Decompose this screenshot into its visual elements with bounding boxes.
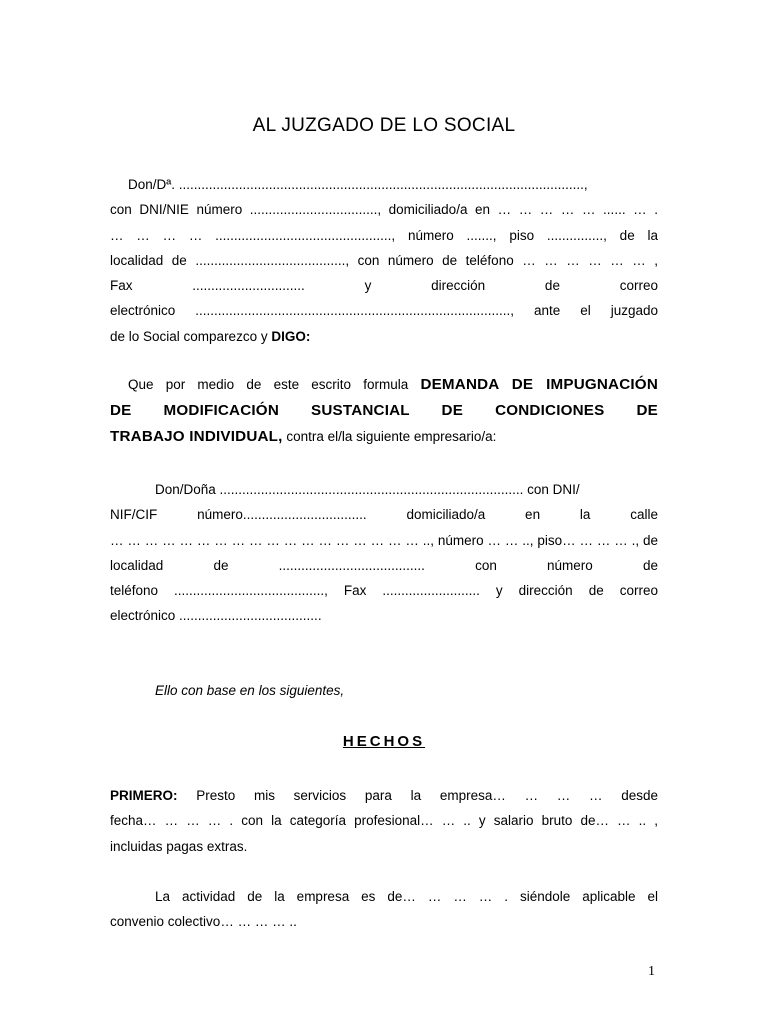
text-run: de lo Social comparezco y — [110, 328, 272, 344]
text-line — [110, 324, 658, 349]
bold-run: TRABAJO INDIVIDUAL, — [110, 428, 283, 445]
text-line: Don/Dª. ............................................................................................................, — [128, 177, 588, 192]
employer-paragraph — [110, 477, 658, 629]
basis-paragraph — [110, 678, 658, 703]
text-line: localidad de ....................................... con número de — [110, 557, 658, 573]
page-number: 1 — [648, 964, 655, 979]
text-line: convenio colectivo… … … … .. — [110, 914, 297, 930]
text-line: Don/Doña ................................................................................. con DNI/ — [155, 482, 580, 497]
text-line: DE MODIFICACIÓN SUSTANCIAL DE CONDICIONES DE — [110, 402, 658, 419]
text-line: electrónico ...................................... — [110, 608, 322, 624]
text-run: Que por medio de este escrito formula — [128, 377, 421, 392]
claimant-paragraph — [110, 172, 658, 349]
text-line — [110, 372, 658, 398]
text-line: Fax .............................. y dirección de correo — [110, 278, 658, 294]
activity-paragraph — [110, 884, 658, 935]
bold-run: PRIMERO: — [110, 788, 178, 803]
text-line: fecha… … … … . con la categoría profesional… … .. y salario bruto de… … .. , — [110, 813, 658, 829]
text-line: teléfono ........................................, Fax .......................... y dirección de correo — [110, 583, 658, 599]
text-line: NIF/CIF número................................. domiciliado/a en la calle — [110, 507, 658, 523]
text-line: con DNI/NIE número .................................., domiciliado/a en … … … … … ...... … . — [110, 202, 658, 218]
text-line: Ello con base en los siguientes, — [155, 683, 345, 698]
text-line: La actividad de la empresa es de… … … … . siéndole aplicable el — [155, 889, 658, 904]
text-line: localidad de ........................................, con número de teléfono … … … … … … , — [110, 252, 658, 268]
primero-paragraph — [110, 783, 658, 859]
text-line — [110, 424, 658, 450]
demand-paragraph — [110, 372, 658, 450]
bold-run: DEMANDA DE IMPUGNACIÓN — [420, 376, 658, 393]
bold-run: DIGO: — [271, 328, 311, 344]
hechos-heading: HECHOS — [342, 733, 426, 750]
text-line: … … … … ..............................................., número ......., piso ..............., de la — [110, 227, 658, 243]
text-run: Presto mis servicios para la empresa… … … … desde — [177, 788, 658, 803]
text-line — [110, 783, 658, 808]
text-line: incluidas pagas extras. — [110, 838, 248, 854]
text-run: contra el/la siguiente empresario/a: — [282, 429, 497, 444]
text-line: … … … … … … … … … … … … … … … … … … .., número … … .., piso… … … … ., de — [110, 532, 658, 548]
document-title: AL JUZGADO DE LO SOCIAL — [252, 115, 516, 136]
text-line: electrónico ...................................................................................., ante el juzgado — [110, 303, 658, 319]
